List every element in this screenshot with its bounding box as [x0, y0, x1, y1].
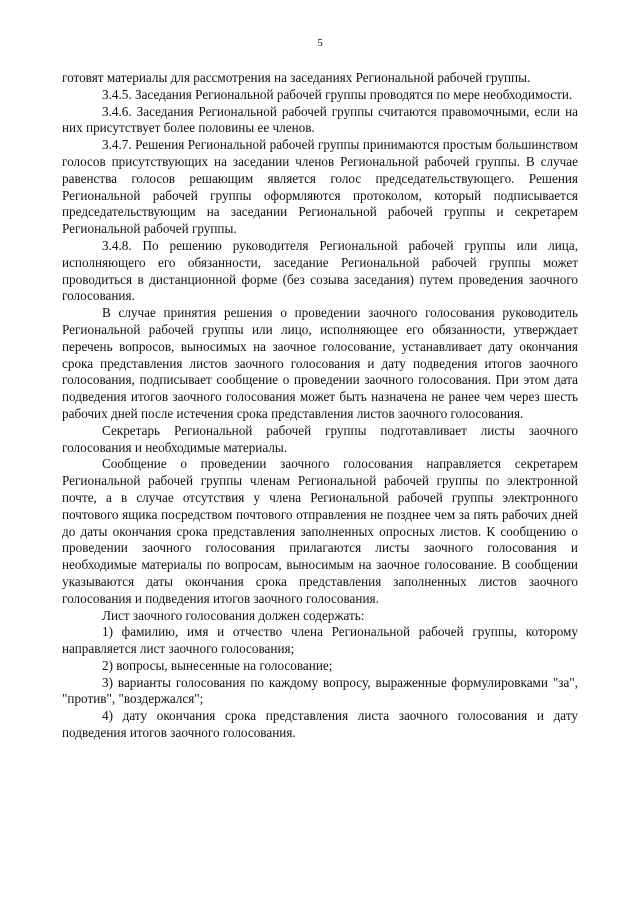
- list-item-3: 3) варианты голосования по каждому вопросу, выраженные формулировками "за", "против", "воздержался";: [62, 674, 578, 707]
- clause-3-4-8: 3.4.8. По решению руководителя Региональной рабочей группы или лица, исполняющего его обязанности, заседание Региональной рабочей группы может проводиться в дистанционной форме (без созыва заседания) путем проведения заочного голосования.: [62, 237, 578, 304]
- paragraph-decision: В случае принятия решения о проведении заочного голосования руководитель Региональной рабочей группы или лицо, исполняющее его обязанности, утверждает перечень вопросов, выносимых на заочное голосование, устанавливает дату окончания срока представления листов заочного голосования и дату подведения итогов заочного голосования, подписывает сообщение о проведении заочного голосования. При этом дата подведения итогов заочного голосования может быть назначена не ранее чем через шесть рабочих дней после истечения срока представления листов заочного голосования.: [62, 305, 578, 421]
- page-number: 5: [317, 37, 323, 49]
- paragraph-ballot-contents: Лист заочного голосования должен содержать:: [102, 607, 365, 623]
- paragraph-continuation: готовят материалы для рассмотрения на заседаниях Региональной рабочей группы.: [62, 70, 531, 85]
- paragraph-notification: Сообщение о проведении заочного голосования направляется секретарем Региональной рабочей группы членам Региональной рабочей группы по электронной почте, а в случае отсутствия у члена Региональной рабочей группы электронного почтового ящика посредством почтового отправления не позднее чем за пять рабочих дней до даты окончания срока представления заполненных опросных листов. К сообщению о проведении заочного голосования прилагаются листы заочного голосования и необходимые материалы по вопросам, выносимым на заочное голосование. В сообщении указываются даты окончания срока представления заполненных листов заочного голосования и подведения итогов заочного голосования.: [62, 456, 578, 606]
- document-body: [62, 70, 578, 742]
- paragraph-secretary: Секретарь Региональной рабочей группы подготавливает листы заочного голосования и необходимые материалы.: [62, 422, 578, 455]
- clause-3-4-5: 3.4.5. Заседания Региональной рабочей группы проводятся по мере необходимости.: [102, 86, 573, 102]
- list-item-2: 2) вопросы, вынесенные на голосование;: [102, 657, 333, 673]
- list-item-1: 1) фамилию, имя и отчество члена Региональной рабочей группы, которому направляется лист заочного голосования;: [62, 624, 578, 657]
- clause-3-4-6: 3.4.6. Заседания Региональной рабочей группы считаются правомочными, если на них присутствует более половины ее членов.: [62, 103, 578, 136]
- list-item-4: 4) дату окончания срока представления листа заочного голосования и дату подведения итогов заочного голосования.: [62, 708, 578, 741]
- clause-3-4-7: 3.4.7. Решения Региональной рабочей группы принимаются простым большинством голосов присутствующих на заседании членов Региональной рабочей группы. В случае равенства голосов решающим является голос председательствующего. Решения Региональной рабочей группы оформляются протоколом, который подписывается председательствующим на заседании Региональной рабочей группы и секретарем Региональной рабочей группы.: [62, 137, 578, 237]
